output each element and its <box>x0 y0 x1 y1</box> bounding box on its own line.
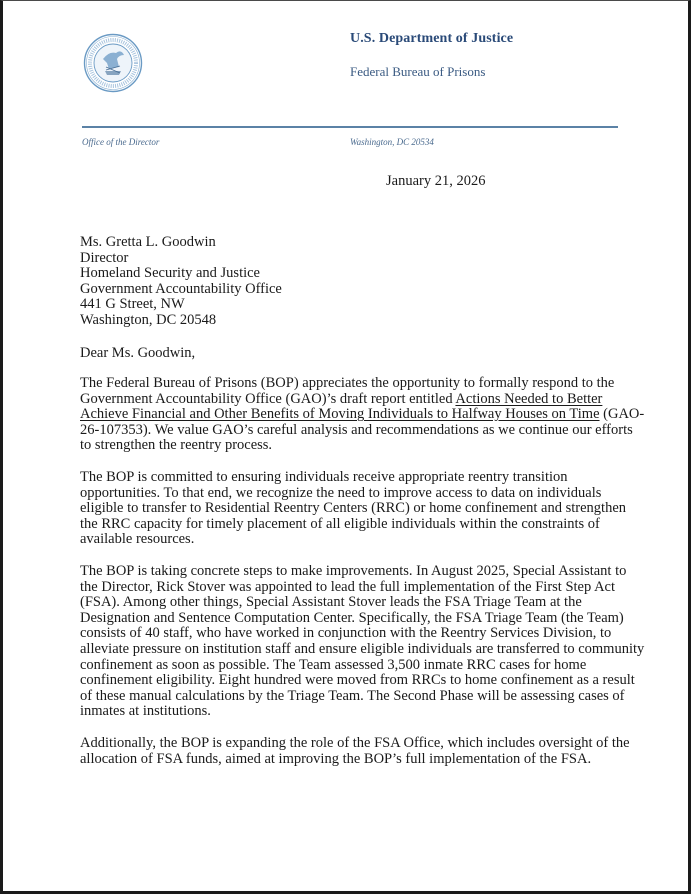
text-line: of these manual calculations by the Triage Team. The Second Phase will be assessing cases of <box>80 687 625 704</box>
paragraph-improvements <box>80 563 645 720</box>
text-line <box>80 392 620 408</box>
recipient-organization: Government Accountability Office <box>80 280 282 297</box>
report-title: Achieve Financial and Other Benefits of Moving Individuals to Halfway Houses on Time <box>80 406 600 423</box>
bureau-name: Federal Bureau of Prisons <box>350 64 486 79</box>
letter-date: January 21, 2026 <box>386 173 486 189</box>
report-title: Actions Needed to Better <box>455 390 603 407</box>
letterhead-divider <box>82 126 618 128</box>
text-line: inmates at institutions. <box>80 703 211 720</box>
salutation: Dear Ms. Goodwin, <box>80 345 196 361</box>
text-line <box>80 406 645 423</box>
text-line: Additionally, the BOP is expanding the role of the FSA Office, which includes oversight of the <box>80 735 630 751</box>
office-label: Office of the Director <box>82 137 160 147</box>
recipient-city: Washington, DC 20548 <box>80 311 217 328</box>
recipient-address <box>80 235 282 329</box>
doj-seal-icon <box>83 33 143 93</box>
text-line: allocation of FSA funds, aimed at improving the BOP’s full implementation of the FSA. <box>80 750 592 767</box>
text-line: to strengthen the reentry process. <box>80 437 273 454</box>
paragraph-intro <box>80 375 645 454</box>
recipient-title: Director <box>80 249 129 266</box>
text-line: the RRC capacity for timely placement of all eligible individuals within the constraints of <box>80 515 600 532</box>
recipient-name: Ms. Gretta L. Goodwin <box>80 234 216 250</box>
text-line: The BOP is taking concrete steps to make improvements. In August 2025, Special Assistant to <box>80 563 627 579</box>
text-line: 26-107353). We value GAO’s careful analysis and recommendations as we continue our efforts <box>80 421 633 438</box>
paragraph-fsa-office <box>80 735 630 767</box>
text-line: (FSA). Among other things, Special Assistant Stover leads the FSA Triage Team at the <box>80 594 582 611</box>
text-line: The Federal Bureau of Prisons (BOP) appreciates the opportunity to formally respond to the <box>80 375 615 391</box>
text-line: consists of 40 staff, who have worked in conjunction with the Reentry Services Division, to <box>80 625 612 642</box>
paragraph-commitment <box>80 469 627 548</box>
recipient-division: Homeland Security and Justice <box>80 265 260 282</box>
text-line: available resources. <box>80 531 195 548</box>
text-line: Designation and Sentence Computation Center. Specifically, the FSA Triage Team (the Team) <box>80 609 624 626</box>
recipient-street: 441 G Street, NW <box>80 296 185 313</box>
text-line: confinement as soon as possible. The Team assessed 3,500 inmate RRC cases for home <box>80 656 587 673</box>
text-span: Government Accountability Office (GAO)’s draft report entitled <box>80 390 456 407</box>
text-span: (GAO- <box>599 406 645 423</box>
text-line: The BOP is committed to ensuring individuals receive appropriate reentry transition <box>80 469 568 485</box>
text-line: opportunities. To that end, we recognize the need to improve access to data on individuals <box>80 484 602 501</box>
text-line: eligible to transfer to Residential Reentry Centers (RRC) or home confinement and strengthen <box>80 500 627 517</box>
office-address: Washington, DC 20534 <box>350 137 434 147</box>
text-line: alleviate pressure on institution staff and ensure eligible individuals are transferred to community <box>80 640 645 657</box>
agency-name: U.S. Department of Justice <box>350 31 514 46</box>
text-line: the Director, Rick Stover was appointed to lead the full implementation of the First Step Act <box>80 578 615 595</box>
text-line: confinement eligibility. Eight hundred were moved from RRCs to home confinement as a result <box>80 672 635 689</box>
